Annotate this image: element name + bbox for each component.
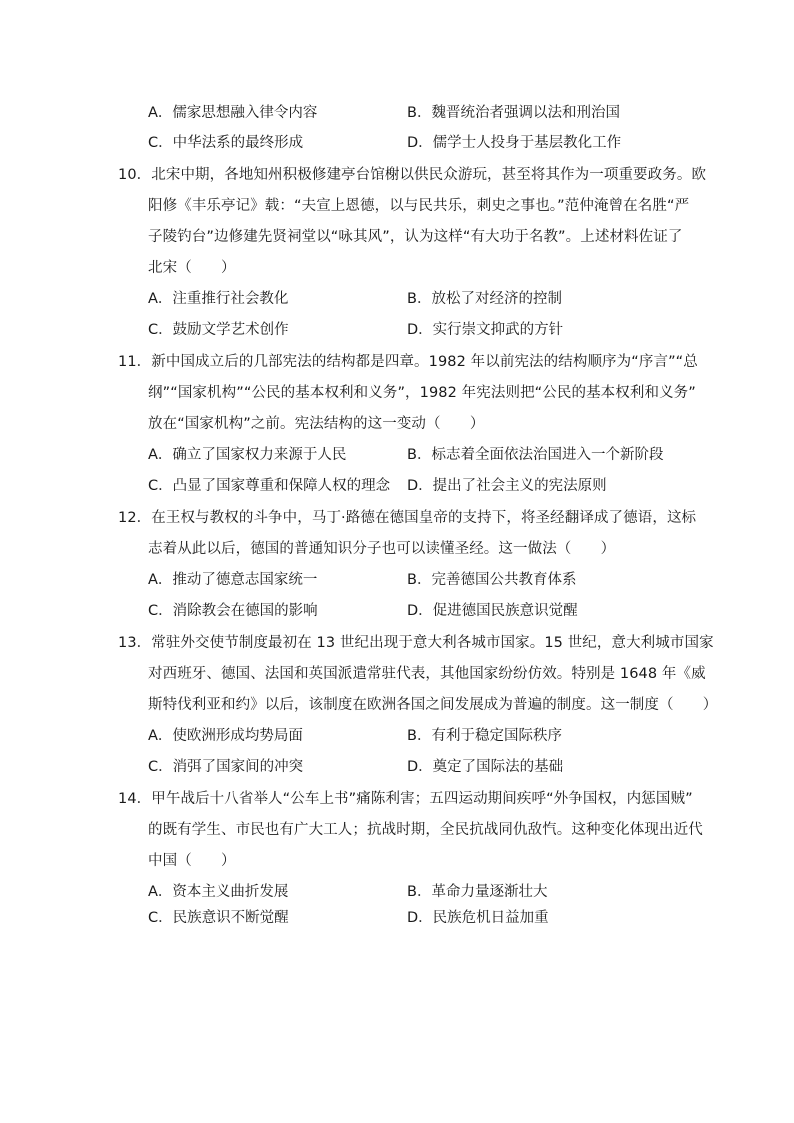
- q14-option-c: C．民族意识不断觉醒: [148, 910, 289, 926]
- q13-stem-line-1: 13．常驻外交使节制度最初在 13 世纪出现于意大利各城市国家。15 世纪，意大利城市国家: [118, 635, 714, 651]
- q11-stem-line-1: 11．新中国成立后的几部宪法的结构都是四章。1982 年以前宪法的结构顺序为“序言”“总: [118, 354, 698, 370]
- q14-option-d: D．民族危机日益加重: [407, 910, 549, 926]
- q13-stem-line-3: 斯特伐利亚和约》以后，该制度在欧洲各国之间发展成为普遍的制度。这一制度（ ）: [148, 697, 718, 713]
- q13-option-d: D．奠定了国际法的基础: [407, 759, 564, 775]
- q11-stem-line-2: 纲”“国家机构”“公民的基本权利和义务”，1982 年宪法则把“公民的基本权利和义务”: [148, 385, 696, 401]
- q14-stem-line-2: 的既有学生、市民也有广大工人；抗战时期，全民抗战同仇敌忾。这种变化体现出近代: [148, 822, 703, 838]
- q10-stem-line-4: 北宋（ ）: [148, 260, 236, 276]
- q13-stem-line-2: 对西班牙、德国、法国和英国派遣常驻代表，其他国家纷纷仿效。特别是 1648 年《威: [148, 666, 706, 682]
- q10-option-d: D．实行崇文抑武的方针: [407, 322, 564, 338]
- q11-option-d: D．提出了社会主义的宪法原则: [407, 478, 607, 494]
- q9-option-a: A．儒家思想融入律令内容: [148, 105, 318, 121]
- q11-option-a: A．确立了国家权力来源于人民: [148, 447, 347, 463]
- q9-option-c: C．中华法系的最终形成: [148, 135, 304, 151]
- q13-option-c: C．消弭了国家间的冲突: [148, 759, 304, 775]
- q10-stem-line-2: 阳修《丰乐亭记》载：“夫宣上恩德，以与民共乐，刺史之事也。”范仲淹曾在名胜“严: [148, 198, 690, 214]
- q14-stem-line-3: 中国（ ）: [148, 853, 236, 869]
- q12-option-b: B．完善德国公共教育体系: [407, 572, 577, 588]
- q13-option-a: A．使欧洲形成均势局面: [148, 728, 303, 744]
- q10-stem-line-3: 子陵钓台”边修建先贤祠堂以“咏其风”，认为这样“有大功于名教”。上述材料佐证了: [148, 229, 683, 245]
- q10-stem-line-1: 10．北宋中期，各地知州积极修建亭台馆榭以供民众游玩，甚至将其作为一项重要政务。欧: [118, 167, 707, 183]
- q12-option-a: A．推动了德意志国家统一: [148, 572, 318, 588]
- q12-option-d: D．促进德国民族意识觉醒: [407, 603, 578, 619]
- q14-option-b: B．革命力量逐渐壮大: [407, 884, 548, 900]
- q10-option-c: C．鼓励文学艺术创作: [148, 322, 289, 338]
- q12-stem-line-2: 志着从此以后，德国的普通知识分子也可以读懂圣经。这一做法（ ）: [148, 541, 616, 557]
- q10-option-b: B．放松了对经济的控制: [407, 291, 562, 307]
- q11-option-b: B．标志着全面依法治国进入一个新阶段: [407, 447, 664, 463]
- q11-stem-line-3: 放在“国家机构”之前。宪法结构的这一变动（ ）: [148, 416, 485, 432]
- q13-option-b: B．有利于稳定国际秩序: [407, 728, 562, 744]
- q11-option-c: C．凸显了国家尊重和保障人权的理念: [148, 478, 391, 494]
- q14-option-a: A．资本主义曲折发展: [148, 884, 289, 900]
- q9-option-b: B．魏晋统治者强调以法和刑治国: [407, 105, 620, 121]
- q12-option-c: C．消除教会在德国的影响: [148, 603, 318, 619]
- q9-option-d: D．儒学士人投身于基层教化工作: [407, 135, 622, 151]
- q10-option-a: A．注重推行社会教化: [148, 291, 289, 307]
- q14-stem-line-1: 14．甲午战后十八省举人“公车上书”痛陈利害；五四运动期间疾呼“外争国权，内惩国贼”: [118, 791, 693, 807]
- q12-stem-line-1: 12．在王权与教权的斗争中，马丁·路德在德国皇帝的支持下，将圣经翻译成了德语，这标: [118, 510, 697, 526]
